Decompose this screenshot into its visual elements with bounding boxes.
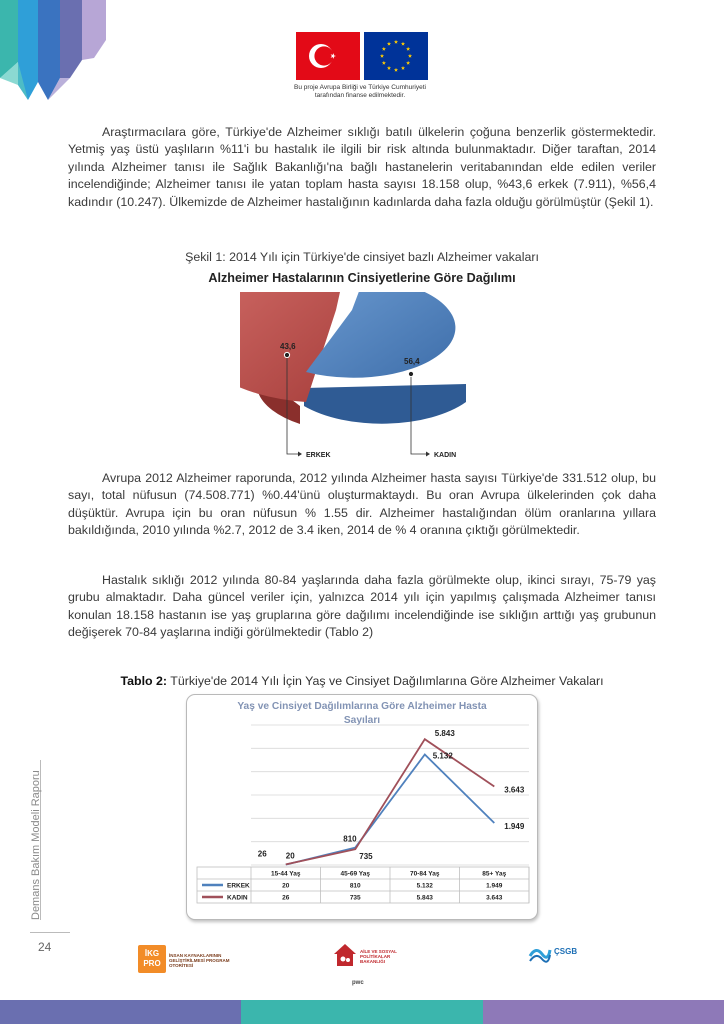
line-chart-canvas (187, 695, 537, 919)
pwc-text: pwc (352, 980, 364, 986)
eu-star-icon (387, 42, 391, 46)
footer-color-bar (0, 1000, 724, 1024)
page-number-divider (30, 932, 70, 933)
data-label-erkek: 810 (343, 834, 357, 844)
data-label-kadin: 735 (359, 852, 373, 862)
funding-caption (270, 84, 450, 100)
csgb-wave-icon (528, 944, 552, 964)
ikgpro-logo (138, 945, 248, 975)
csgb-logo (528, 942, 598, 972)
table-2-caption-label: Tablo 2: (120, 674, 168, 688)
pie-label-kadin: KADIN (434, 452, 457, 459)
gender-pie-chart (240, 292, 480, 464)
aile-bakanligi-text: AİLE VE SOSYAL POLİTİKALAR BAKANLIĞI (360, 949, 397, 964)
pie-value-kadin: 56,4 (404, 357, 420, 366)
data-label-erkek: 5.132 (432, 751, 453, 761)
table-cell: 3.643 (486, 894, 503, 902)
corner-decoration (0, 0, 110, 110)
footer-bar-segment-3 (483, 1000, 724, 1024)
eu-flag-icon (364, 32, 428, 80)
line-chart-title-line-2: Sayıları (343, 715, 381, 726)
eu-star-icon (406, 47, 410, 51)
eu-star-icon (408, 54, 412, 58)
table-cell: 1.949 (486, 882, 503, 890)
turkey-flag-icon (296, 32, 360, 80)
table-2-caption-text: Türkiye'de 2014 Yılı İçin Yaş ve Cinsiyet Dağılımlarına Göre Alzheimer Vakaları (167, 674, 604, 688)
paragraph-2: Avrupa 2012 Alzheimer raporunda, 2012 yılında Alzheimer hasta sayısı Türkiye'de 331.512 olup, bu sayı, total nüfusun (74.508.771) %0.44'ünü oluşturmaktaydı. Bu oran Avrupa ülkelerinden çok daha düşüktür. Avrupa için bu oran nüfusun % 1.55 dir. Alzheimer hastalığından ölüm oranlarına yıllara bakıldığında, 2010 yılında %2.7, 2012 de 3.4 iken, 2014 de % 4 oranına çıktığı görülmektedir. (68, 471, 656, 538)
aile-bakanligi-logo (330, 940, 410, 992)
table-cell: 5.843 (416, 894, 433, 902)
table-cell: 5.132 (416, 882, 433, 890)
eu-star-icon (394, 40, 398, 44)
page-number: 24 (38, 940, 52, 954)
csgb-text: ÇSGB (554, 947, 578, 956)
pie-value-erkek: 43,6 (280, 342, 296, 351)
pie-slice-kadin-side (304, 384, 466, 424)
legend-name-kadin: KADIN (227, 894, 248, 902)
footer-bar-segment-1 (0, 1000, 241, 1024)
table-cell: 735 (349, 894, 361, 902)
line-chart-title-line-1: Yaş ve Cinsiyet Dağılımlarına Göre Alzheimer Hasta (237, 701, 487, 712)
figure-1-caption: Şekil 1: 2014 Yılı için Türkiye'de cinsiyet bazlı Alzheimer vakaları (185, 250, 539, 264)
footer-bar-segment-2 (241, 1000, 483, 1024)
category-label: 45-69 Yaş (340, 870, 371, 878)
table-cell: 26 (282, 894, 290, 902)
data-label-kadin: 26 (257, 849, 267, 859)
ikgpro-text: İNSAN KAYNAKLARININ GELİŞTİRİLMESİ PROGRAM OTORİTESİ (169, 953, 230, 968)
data-label-kadin: 3.643 (504, 785, 525, 795)
age-gender-line-chart (186, 694, 538, 920)
pie-label-erkek: ERKEK (306, 452, 331, 459)
category-label: 70-84 Yaş (409, 870, 440, 878)
category-label: 85+ Yaş (482, 870, 507, 878)
funding-line-2: tarafından finanse edilmektedir. (314, 92, 406, 99)
category-label: 15-44 Yaş (270, 870, 301, 878)
table-2-caption (68, 674, 656, 688)
eu-star-icon (401, 42, 405, 46)
eu-star-icon (406, 61, 410, 65)
eu-star-icon (387, 66, 391, 70)
report-side-label: Demans Bakım Modeli Raporu (30, 770, 42, 920)
ikgpro-badge: İKG PRO (138, 945, 166, 973)
eu-star-icon (394, 68, 398, 72)
data-label-kadin: 5.843 (434, 729, 455, 739)
ministry-house-icon (330, 940, 360, 970)
eu-star-icon (380, 54, 384, 58)
legend-name-erkek: ERKEK (227, 882, 250, 890)
paragraph-3: Hastalık sıklığı 2012 yılında 80-84 yaşlarında daha fazla görülmekte olup, ikinci sırayı, 75-79 yaş grubu almaktadır. Daha güncel veriler için, yalnızca 2014 yılı için yapılmış çalışmada Alzheimer tanısı konulan 18.158 hastanın ise yaş gruplarına göre dağılımı incelendiğinde ise sıklığın arttığı yaş grubunun değişerek 70-84 yaşlarına indiği görülmektedir (Tablo 2) (68, 573, 656, 640)
eu-star-icon (401, 66, 405, 70)
table-cell: 810 (349, 882, 361, 890)
funding-line-1: Bu proje Avrupa Birliği ve Türkiye Cumhuriyeti (294, 84, 426, 91)
eu-star-icon (382, 61, 386, 65)
paragraph-1: Araştırmacılara göre, Türkiye'de Alzheimer sıklığı batılı ülkelerin çoğuna benzerlik göstermektedir. Yetmiş yaş üstü yaşlıların %11'i bu hastalık ile ilgili bir risk altında bulunmaktadır. Diğer taraftan, 2014 yılında Alzheimer tanısı ile Sağlık Bakanlığı'na bağlı hastanelerin veritabanından elde edilen veriler incelendiğinde; Alzheimer tanısı ile yatan toplam hasta sayısı 18.158 olup, %43,6 erkek (7.911), %56,4 kadındır (10.247). Ülkemizde de Alzheimer hastalığının kadınlarda daha fazla olduğu görülmüştür (Şekil 1). (68, 125, 656, 209)
eu-star-icon (382, 47, 386, 51)
table-cell: 20 (282, 882, 290, 890)
pie-chart-title: Alzheimer Hastalarının Cinsiyetlerine Göre Dağılımı (208, 271, 516, 285)
data-label-erkek: 1.949 (504, 822, 525, 832)
series-line-erkek (286, 755, 495, 865)
data-label-erkek: 20 (285, 851, 295, 861)
